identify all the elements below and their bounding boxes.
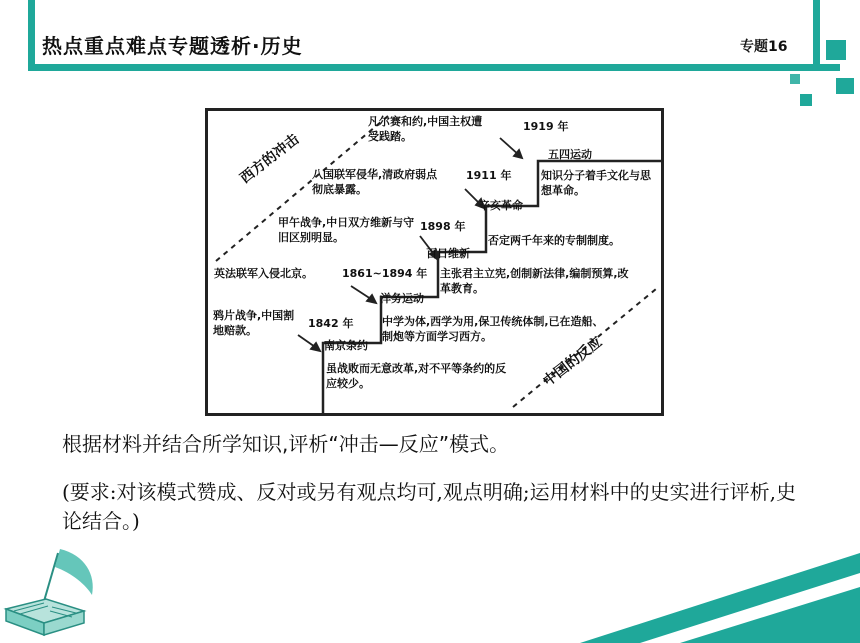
china-response-label: 中国的反应 bbox=[540, 334, 606, 390]
page-title: 热点重点难点专题透析·历史 bbox=[42, 34, 303, 58]
event-year: 1919 年 bbox=[523, 120, 569, 133]
corner-decoration bbox=[580, 553, 860, 643]
event-cause: 八国联军侵华,清政府弱点彻底暴露。 bbox=[312, 168, 438, 196]
requirement-text: (要求:对该模式赞成、反对或另有观点均可,观点明确;运用材料中的史实进行评析,史论结合。) bbox=[62, 480, 796, 533]
impact-response-diagram bbox=[205, 108, 664, 416]
event-year: 1861~1894 年 bbox=[342, 267, 428, 280]
west-impact-label: 西方的冲击 bbox=[237, 131, 303, 187]
topic-number: 专题16 bbox=[740, 39, 788, 55]
event-response: 五四运动 bbox=[548, 148, 592, 161]
event-cause: 凡尔赛和约,中国主权遭受践踏。 bbox=[368, 115, 483, 143]
event-result: 否定两千年来的专制制度。 bbox=[488, 234, 620, 247]
frame-bar-bottom bbox=[28, 64, 840, 71]
frame-bar-left bbox=[28, 0, 35, 70]
event-result: 知识分子着手文化与思想革命。 bbox=[541, 169, 651, 197]
event-result: 虽战败而无意改革,对不平等条约的反应较少。 bbox=[326, 362, 507, 390]
decor-square bbox=[800, 94, 812, 106]
frame-bar-right bbox=[813, 0, 820, 70]
event-result: 中学为体,西学为用,保卫传统体制,已在造船、制炮等方面学习西方。 bbox=[382, 315, 604, 343]
decor-square bbox=[790, 74, 800, 84]
decor-square bbox=[826, 40, 846, 60]
event-cause: 英法联军入侵北京。 bbox=[214, 267, 313, 280]
arrowhead bbox=[367, 295, 376, 303]
event-response: 百日维新 bbox=[426, 247, 470, 260]
event-result: 主张君主立宪,创制新法律,编制预算,改革教育。 bbox=[440, 267, 629, 295]
question-text: 根据材料并结合所学知识,评析“冲击—反应”模式。 bbox=[62, 432, 510, 456]
event-year: 1911 年 bbox=[466, 169, 512, 182]
event-year: 1898 年 bbox=[420, 220, 466, 233]
event-response: 洋务运动 bbox=[380, 292, 424, 305]
event-response: 南京条约 bbox=[324, 339, 368, 352]
event-cause: 甲午战争,中日双方维新与守旧区别明显。 bbox=[278, 216, 415, 244]
book-and-quill-icon bbox=[0, 545, 110, 643]
decor-square bbox=[836, 78, 854, 94]
event-cause: 鸦片战争,中国割地赔款。 bbox=[213, 309, 295, 337]
event-year: 1842 年 bbox=[308, 317, 354, 330]
event-response: 辛亥革命 bbox=[479, 199, 523, 212]
